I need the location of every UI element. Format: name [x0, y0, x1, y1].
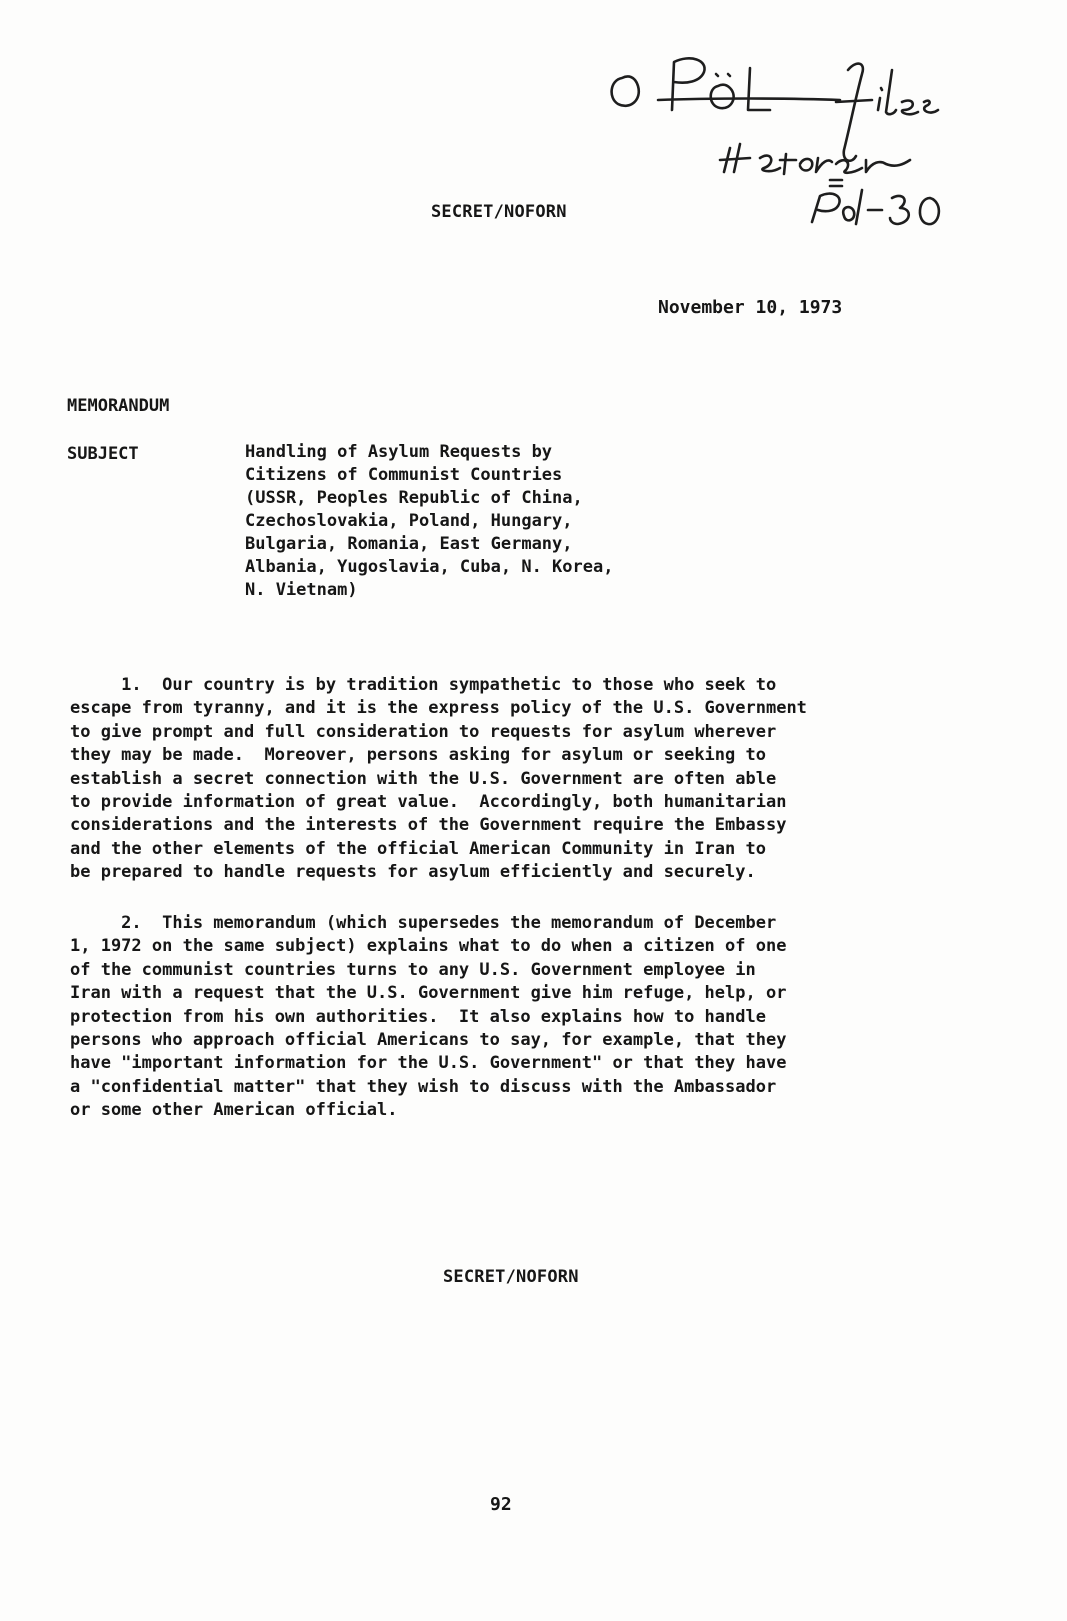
- paragraph-line: escape from tyranny, and it is the express policy of the U.S. Government: [70, 698, 807, 719]
- subject-line: Bulgaria, Romania, East Germany,: [245, 534, 573, 554]
- paragraph-line: establish a secret connection with the U.S. Government are often able: [70, 768, 777, 789]
- paragraph-line: Iran with a request that the U.S. Government give him refuge, help, or: [70, 983, 787, 1004]
- subject-line: Citizens of Communist Countries: [245, 465, 563, 485]
- paragraph-line: considerations and the interests of the Government require the Embassy: [70, 815, 787, 836]
- classification-marking-bottom: SECRET/NOFORN: [443, 1267, 579, 1287]
- paragraph-line: protection from his own authorities. It also explains how to handle: [70, 1006, 766, 1027]
- paragraph-line: 1, 1972 on the same subject) explains what to do when a citizen of one: [70, 936, 787, 957]
- memo-date: November 10, 1973: [658, 297, 843, 318]
- memo-type-label: MEMORANDUM: [67, 396, 170, 416]
- paragraph-line: they may be made. Moreover, persons asking for asylum or seeking to: [70, 745, 766, 766]
- paragraph-line: and the other elements of the official American Community in Iran to: [70, 838, 766, 859]
- paragraph-line: 2. This memorandum (which supersedes the memorandum of December: [70, 913, 777, 933]
- subject-line: N. Vietnam): [245, 580, 358, 600]
- paragraph-line: persons who approach official Americans to say, for example, that they: [70, 1030, 787, 1051]
- handwritten-annotation: [600, 40, 1000, 250]
- paragraph-1: [70, 674, 930, 885]
- subject-line: (USSR, Peoples Republic of China,: [245, 488, 583, 508]
- classification-marking-top: SECRET/NOFORN: [431, 202, 567, 222]
- subject-text: [245, 441, 613, 602]
- subject-line: Czechoslovakia, Poland, Hungary,: [245, 511, 573, 531]
- paragraph-line: or some other American official.: [70, 1100, 398, 1121]
- paragraph-line: of the communist countries turns to any U.S. Government employee in: [70, 959, 756, 980]
- handwriting-drawing: [600, 40, 1000, 250]
- page-number: 92: [490, 1494, 512, 1515]
- paragraph-line: have "important information for the U.S. Government" or that they have: [70, 1053, 787, 1074]
- subject-line: Handling of Asylum Requests by: [245, 442, 553, 462]
- paragraph-line: 1. Our country is by tradition sympathetic to those who seek to: [70, 675, 777, 695]
- paragraph-line: a "confidential matter" that they wish to discuss with the Ambassador: [70, 1076, 777, 1097]
- paragraph-2: [70, 912, 930, 1123]
- subject-label: SUBJECT: [67, 444, 139, 464]
- paragraph-line: to provide information of great value. Accordingly, both humanitarian: [70, 792, 787, 813]
- paragraph-line: be prepared to handle requests for asylum efficiently and securely.: [70, 862, 756, 883]
- subject-line: Albania, Yugoslavia, Cuba, N. Korea,: [245, 557, 614, 577]
- paragraph-line: to give prompt and full consideration to requests for asylum wherever: [70, 721, 777, 742]
